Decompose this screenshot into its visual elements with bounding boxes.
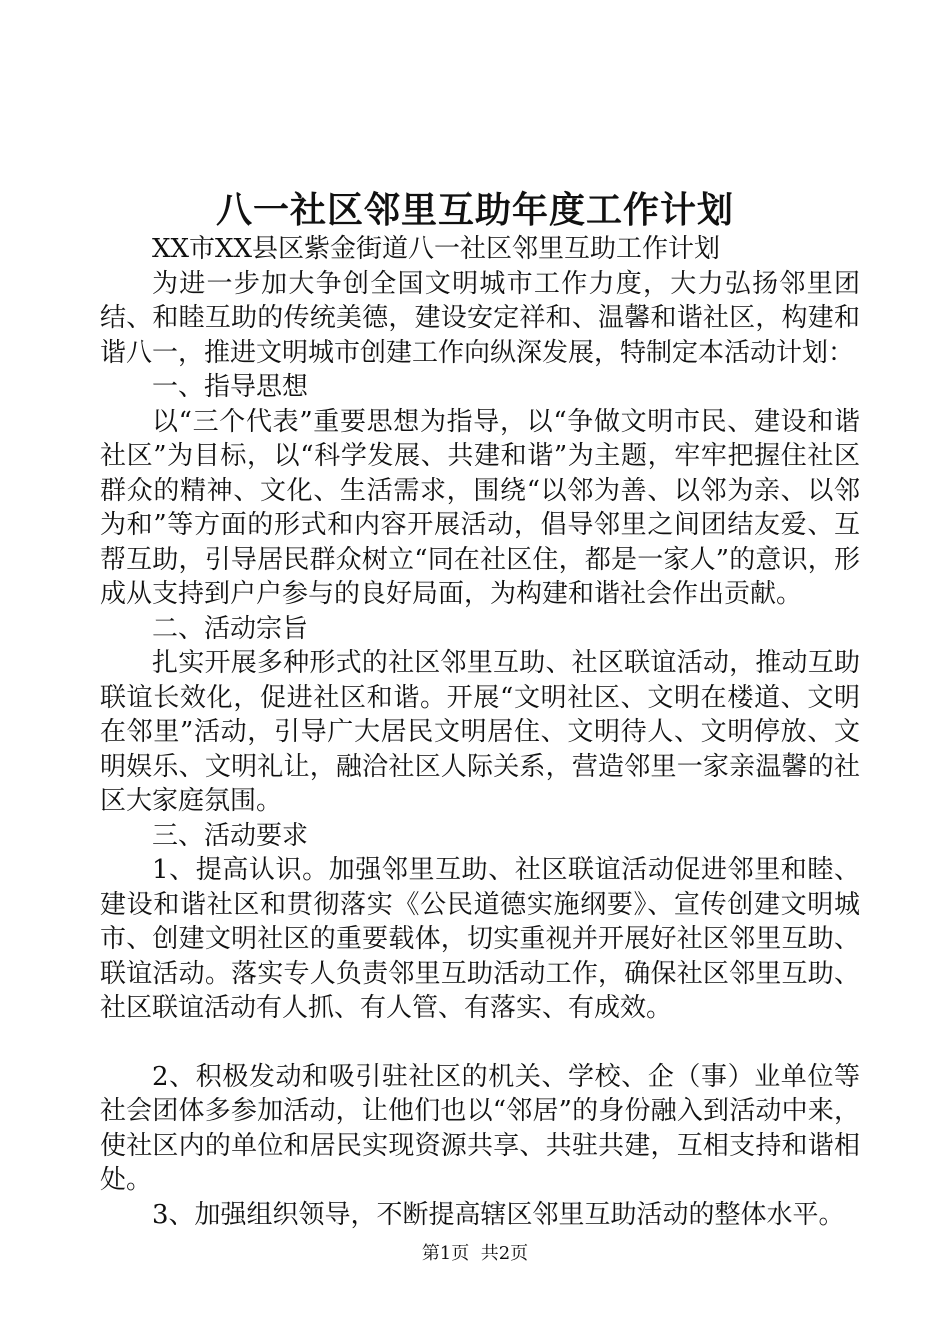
paragraph-subtitle: XX市XX县区紫金街道八一社区邻里互助工作计划 bbox=[152, 234, 721, 264]
paragraph-requirement-2: 2、积极发动和吸引驻社区的机关、学校、企（事）业单位等社会团体多参加活动，让他们也以“邻居”的身份融入到活动中来，使社区内的单位和居民实现资源共享、共驻共建，互相支持和谐相处。 bbox=[100, 1061, 860, 1195]
paragraph-requirement-3: 3、加强组织领导，不断提高辖区邻里互助活动的整体水平。 bbox=[152, 1199, 845, 1230]
page-footer bbox=[0, 1242, 950, 1266]
paragraph-guiding-thought: 以“三个代表”重要思想为指导，以“争做文明市民、建设和谐社区”为目标，以“科学发展、共建和谐”为主题，牢牢把握住社区群众的精神、文化、生活需求，围绕“以邻为善、以邻为亲、以邻为和”等方面的形式和内容开展活动，倡导邻里之间团结友爱、互帮互助，引导居民群众树立“同在社区住，都是一家人”的意识，形成从支持到户户参与的良好局面，为构建和谐社会作出贡献。 bbox=[100, 406, 860, 609]
page-total: 共2页 bbox=[480, 1243, 529, 1264]
document-body bbox=[100, 232, 860, 1232]
section-heading-purpose: 二、活动宗旨 bbox=[152, 613, 309, 644]
section-heading-requirements: 三、活动要求 bbox=[152, 820, 309, 851]
section-heading-guiding-thought: 一、指导思想 bbox=[152, 372, 309, 402]
page-number: 第1页 bbox=[421, 1243, 470, 1264]
paragraph-requirement-1: 1、提高认识。加强邻里互助、社区联谊活动促进邻里和睦、建设和谐社区和贯彻落实《公民道德实施纲要》、宣传创建文明城市、创建文明社区的重要载体，切实重视并开展好社区邻里互助、联谊活动。落实专人负责邻里互助活动工作，确保社区邻里互助、社区联谊活动有人抓、有人管、有落实、有成效。 bbox=[100, 855, 860, 1023]
document-title: 八一社区邻里互助年度工作计划 bbox=[215, 189, 734, 231]
paragraph-intro: 为进一步加大争创全国文明城市工作力度，大力弘扬邻里团结、和睦互助的传统美德，建设安定祥和、温馨和谐社区，构建和谐八一，推进文明城市创建工作向纵深发展，特制定本活动计划： bbox=[100, 268, 860, 368]
paragraph-purpose: 扎实开展多种形式的社区邻里互助、社区联谊活动，推动互助联谊长效化，促进社区和谐。开展“文明社区、文明在楼道、文明在邻里”活动，引导广大居民文明居住、文明待人、文明停放、文明娱乐、文明礼让，融洽社区人际关系，营造邻里一家亲温馨的社区大家庭氛围。 bbox=[100, 648, 860, 816]
